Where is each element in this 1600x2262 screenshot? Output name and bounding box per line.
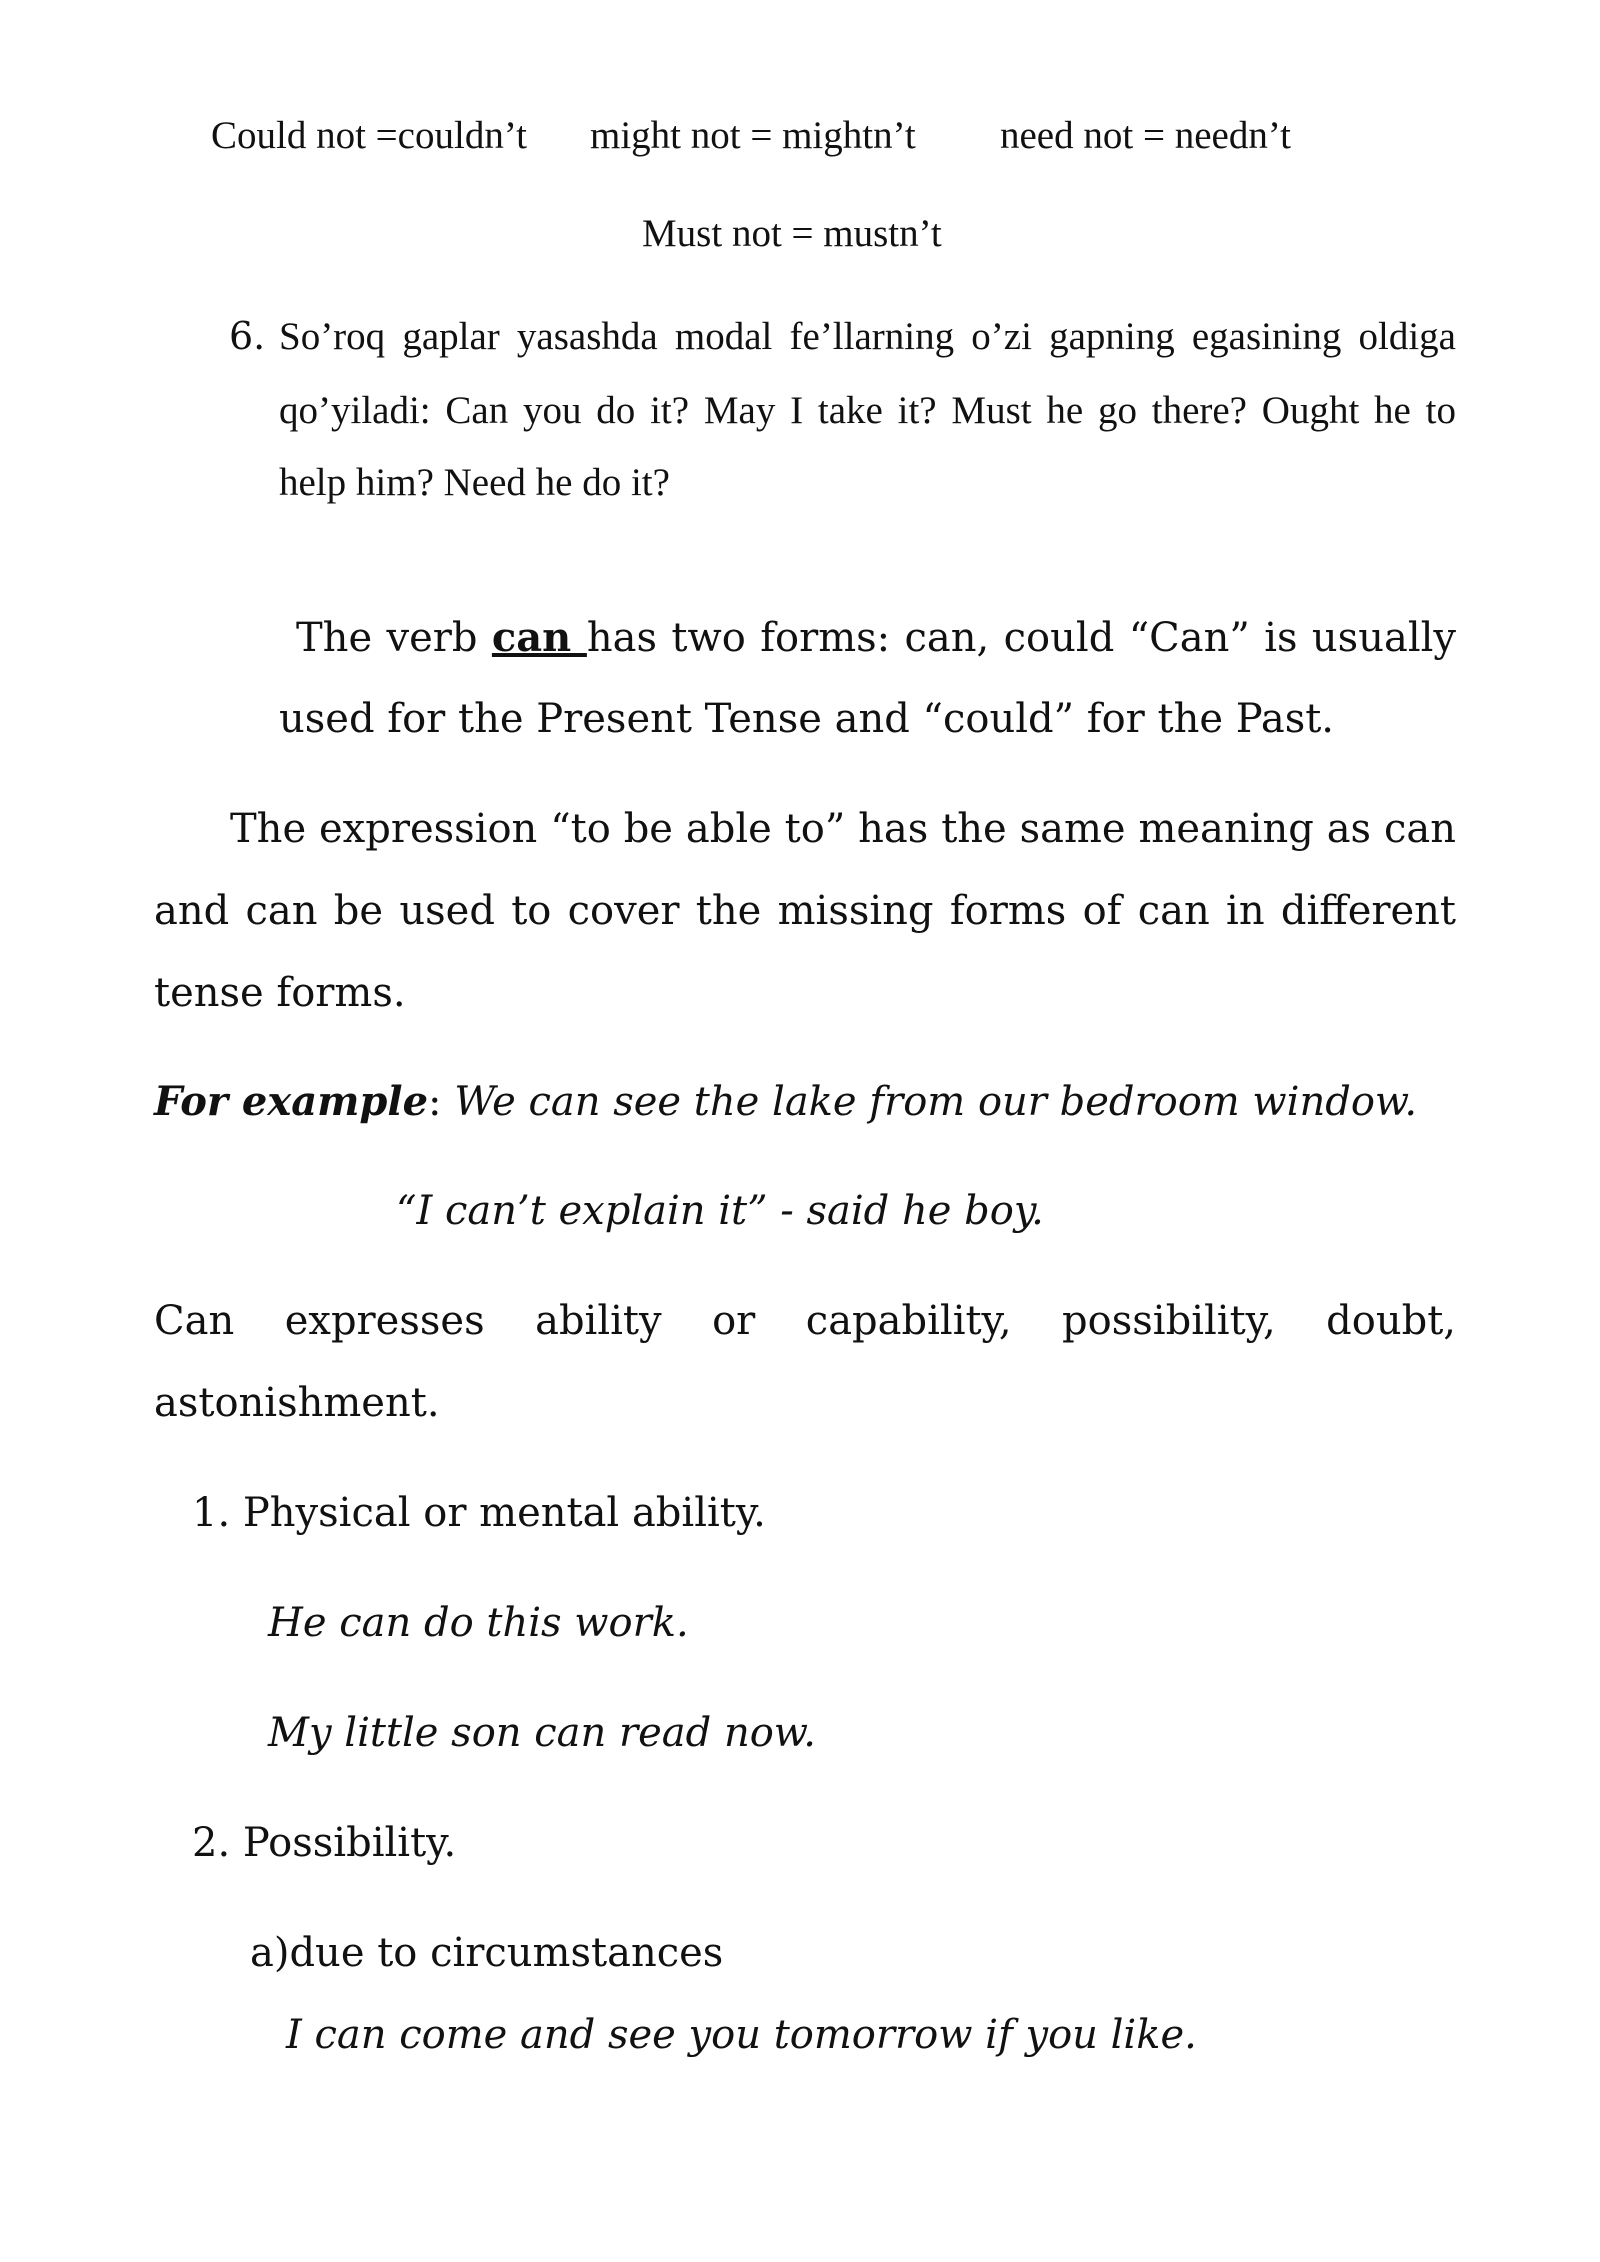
example-line-1: [154, 1078, 1417, 1125]
item2-example: I can come and see you tomorrow if you like.: [286, 2012, 1197, 2058]
verb-can-suffix: has two forms: can, could “Can” is usually: [586, 615, 1456, 661]
example-label: For example: [154, 1078, 429, 1125]
verb-can-line-1: [296, 614, 1456, 661]
expression-line-2: and can be used to cover the missing forms of can in different: [154, 888, 1456, 934]
contraction-need-not: need not = needn’t: [1000, 114, 1291, 157]
rule-number: 6.: [229, 314, 266, 358]
verb-can-prefix: The verb: [296, 615, 492, 661]
item1-example-1: He can do this work.: [268, 1600, 689, 1646]
contraction-could-not: Could not =couldn’t: [211, 114, 527, 157]
can-expresses-line-2: astonishment.: [154, 1380, 440, 1426]
rule6-line-2: qo’yiladi: Can you do it? May I take it? Must he go there? Ought he to: [279, 389, 1456, 432]
item2-sub-a: a)due to circumstances: [250, 1930, 724, 1976]
expression-line-1: The expression “to be able to” has the same meaning as can: [230, 806, 1456, 852]
rule6-line-3: help him? Need he do it?: [279, 461, 670, 504]
item1-example-2: My little son can read now.: [268, 1710, 817, 1756]
expression-line-3: tense forms.: [154, 970, 406, 1016]
item1-heading: 1. Physical or mental ability.: [192, 1490, 766, 1536]
example-sentence-2: “I can’t explain it” - said he boy.: [396, 1188, 1044, 1234]
contraction-might-not: might not = mightn’t: [590, 114, 916, 157]
example-colon: :: [428, 1079, 442, 1125]
item2-heading: 2. Possibility.: [192, 1820, 457, 1866]
example-sentence-1: We can see the lake from our bedroom window.: [441, 1079, 1418, 1125]
can-expresses-line-1: Can expresses ability or capability, possibility, doubt,: [154, 1298, 1456, 1344]
verb-can-line-2: used for the Present Tense and “could” for the Past.: [279, 696, 1335, 742]
rule6-line-1: So’roq gaplar yasashda modal fe’llarning o’zi gapning egasining oldiga: [279, 315, 1456, 358]
contraction-must-not: Must not = mustn’t: [642, 212, 942, 255]
verb-can-word: can: [491, 614, 587, 661]
